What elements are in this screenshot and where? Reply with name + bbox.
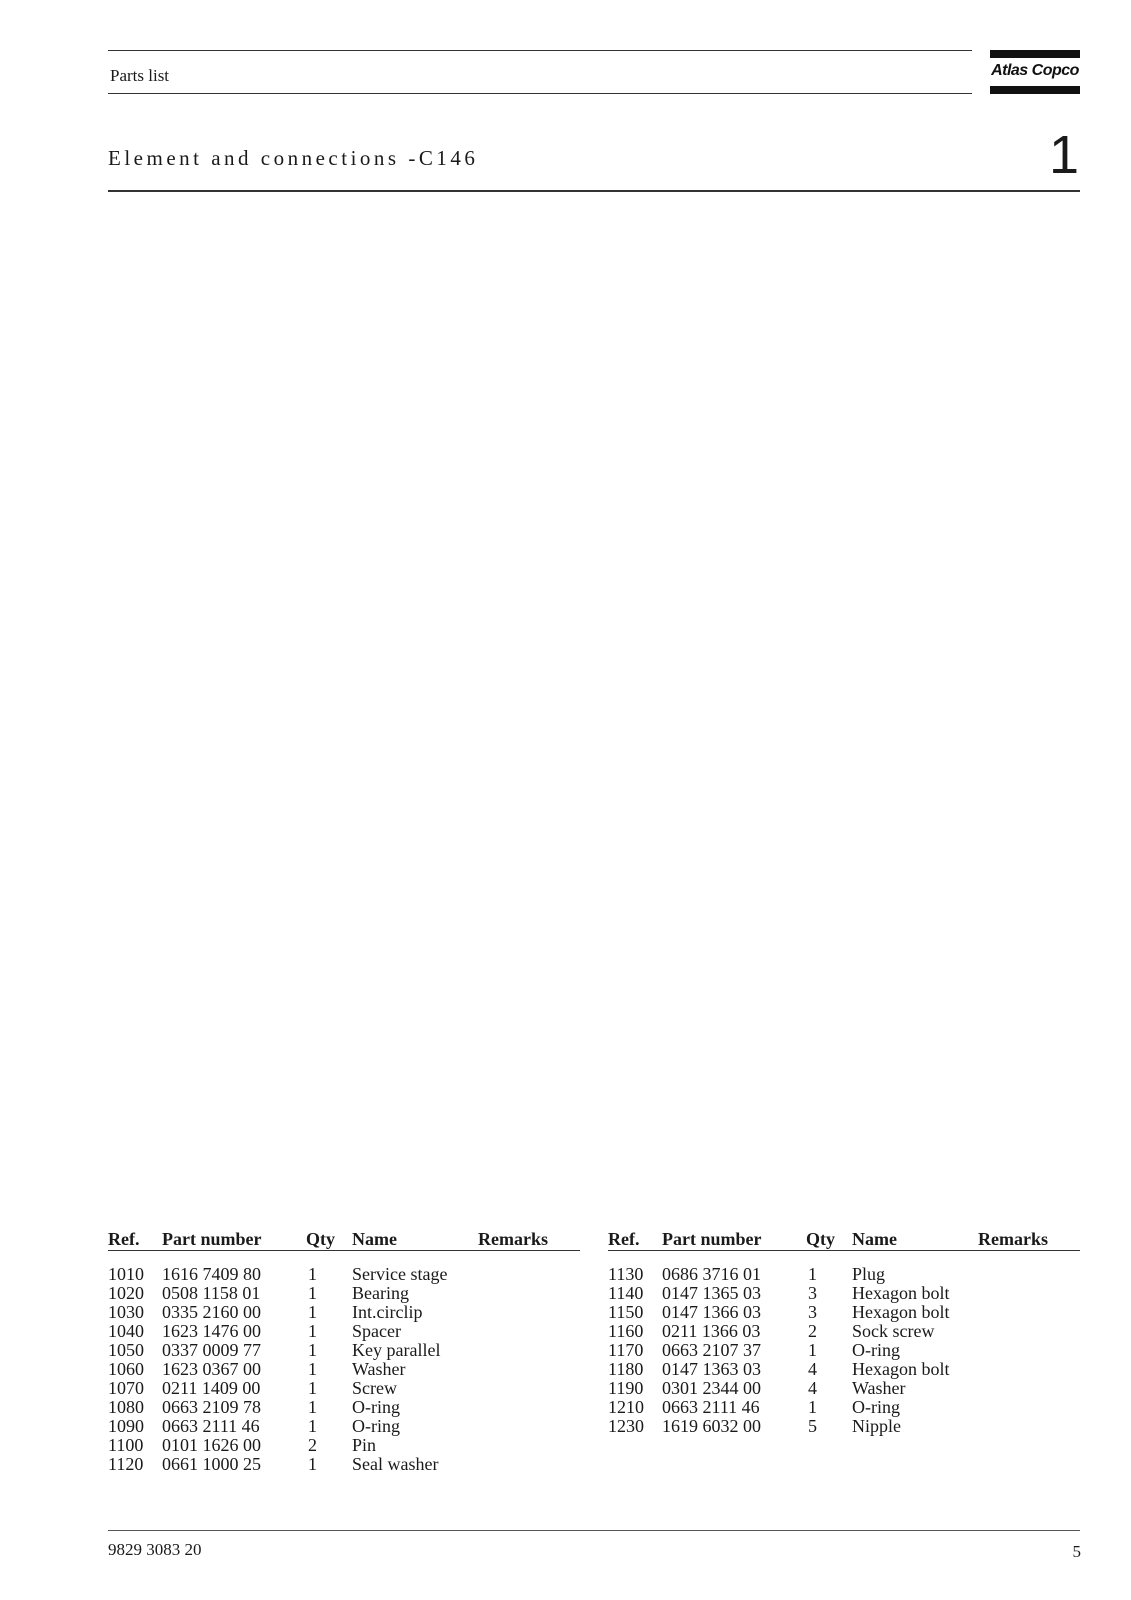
cell-part-number: 0663 2111 46 — [662, 1397, 760, 1417]
table-row — [108, 1341, 580, 1360]
cell-name: Plug — [852, 1264, 886, 1284]
cell-part-number: 0147 1365 03 — [662, 1283, 761, 1303]
cell-ref: 1140 — [608, 1283, 644, 1303]
cell-qty: 1 — [308, 1321, 317, 1341]
cell-remarks — [978, 1341, 1080, 1360]
cell-part-number: 1616 7409 80 — [162, 1264, 261, 1284]
cell-qty: 4 — [808, 1359, 817, 1379]
cell-ref: 1050 — [108, 1340, 144, 1360]
cell-remarks — [478, 1303, 580, 1322]
cell-part-number: 0686 3716 01 — [662, 1264, 761, 1284]
table-row — [608, 1379, 1080, 1398]
header-remarks: Remarks — [978, 1228, 1080, 1251]
cell-part-number: 0663 2107 37 — [662, 1340, 761, 1360]
parts-table-left — [108, 1228, 580, 1474]
cell-ref: 1210 — [608, 1397, 644, 1417]
table-row — [608, 1322, 1080, 1341]
cell-remarks — [978, 1379, 1080, 1398]
header-ref: Ref. — [608, 1228, 662, 1251]
cell-name: Washer — [852, 1378, 906, 1398]
cell-qty: 1 — [308, 1378, 317, 1398]
cell-ref: 1040 — [108, 1321, 144, 1341]
cell-ref: 1180 — [608, 1359, 644, 1379]
cell-remarks — [478, 1398, 580, 1417]
table-row — [108, 1360, 580, 1379]
cell-name: Hexagon bolt — [852, 1359, 950, 1379]
cell-ref: 1130 — [608, 1264, 644, 1284]
cell-remarks — [978, 1398, 1080, 1417]
table-header-row — [108, 1228, 580, 1251]
cell-remarks — [478, 1455, 580, 1474]
table-row — [608, 1265, 1080, 1284]
cell-name: Hexagon bolt — [852, 1302, 950, 1322]
table-row — [608, 1417, 1080, 1436]
cell-name: Pin — [352, 1435, 377, 1455]
cell-part-number: 0147 1363 03 — [662, 1359, 761, 1379]
cell-ref: 1060 — [108, 1359, 144, 1379]
cell-qty: 1 — [308, 1302, 317, 1322]
cell-name: O-ring — [852, 1340, 900, 1360]
cell-qty: 1 — [808, 1264, 817, 1284]
table-row — [608, 1341, 1080, 1360]
cell-name: Key parallel — [352, 1340, 441, 1360]
cell-qty: 1 — [808, 1397, 817, 1417]
cell-name: Bearing — [352, 1283, 409, 1303]
table-row — [108, 1322, 580, 1341]
cell-qty: 1 — [308, 1397, 317, 1417]
header-part-number: Part number — [662, 1228, 806, 1251]
cell-part-number: 1623 1476 00 — [162, 1321, 261, 1341]
cell-remarks — [478, 1417, 580, 1436]
cell-qty: 2 — [308, 1435, 317, 1455]
cell-name: Nipple — [852, 1416, 901, 1436]
table-row — [108, 1417, 580, 1436]
cell-part-number: 0337 0009 77 — [162, 1340, 261, 1360]
cell-ref: 1230 — [608, 1416, 644, 1436]
cell-ref: 1030 — [108, 1302, 144, 1322]
cell-ref: 1090 — [108, 1416, 144, 1436]
cell-part-number: 0211 1366 03 — [662, 1321, 761, 1341]
table-row — [108, 1398, 580, 1417]
header-bottom-rule — [108, 93, 972, 94]
logo-bottom-bar — [990, 86, 1080, 94]
cell-ref: 1150 — [608, 1302, 644, 1322]
table-row — [608, 1303, 1080, 1322]
logo-top-bar — [990, 50, 1080, 58]
cell-remarks — [978, 1265, 1080, 1284]
footer-rule — [108, 1530, 1080, 1531]
section-title-rule — [108, 190, 1080, 192]
cell-part-number: 0101 1626 00 — [162, 1435, 261, 1455]
cell-part-number: 1623 0367 00 — [162, 1359, 261, 1379]
cell-remarks — [978, 1322, 1080, 1341]
cell-qty: 1 — [308, 1416, 317, 1436]
cell-name: Hexagon bolt — [852, 1283, 950, 1303]
cell-remarks — [978, 1284, 1080, 1303]
header-label: Parts list — [110, 66, 170, 85]
cell-ref: 1010 — [108, 1264, 144, 1284]
cell-qty: 1 — [308, 1283, 317, 1303]
table-row — [108, 1436, 580, 1455]
section-number: 1 — [1048, 125, 1079, 185]
cell-name: Spacer — [352, 1321, 401, 1341]
logo-wordmark: Atlas Copco — [991, 62, 1079, 79]
page-number: 5 — [1072, 1542, 1081, 1561]
header-name: Name — [852, 1228, 978, 1251]
cell-part-number: 0147 1366 03 — [662, 1302, 761, 1322]
section-title: Element and connections -C146 — [108, 146, 479, 170]
header-name: Name — [352, 1228, 478, 1251]
table-row — [108, 1265, 580, 1284]
cell-remarks — [478, 1360, 580, 1379]
table-row — [108, 1284, 580, 1303]
cell-name: Screw — [352, 1378, 397, 1398]
cell-name: O-ring — [852, 1397, 900, 1417]
header-part-number: Part number — [162, 1228, 306, 1251]
table-row — [108, 1379, 580, 1398]
cell-qty: 1 — [808, 1340, 817, 1360]
cell-part-number: 0661 1000 25 — [162, 1454, 261, 1474]
cell-qty: 1 — [308, 1340, 317, 1360]
header-ref: Ref. — [108, 1228, 162, 1251]
cell-ref: 1070 — [108, 1378, 144, 1398]
cell-qty: 4 — [808, 1378, 817, 1398]
cell-part-number: 0211 1409 00 — [162, 1378, 261, 1398]
header-qty: Qty — [806, 1228, 852, 1251]
cell-qty: 5 — [808, 1416, 817, 1436]
cell-name: Washer — [352, 1359, 406, 1379]
document-number: 9829 3083 20 — [108, 1540, 202, 1559]
cell-name: Seal washer — [352, 1454, 439, 1474]
cell-ref: 1120 — [108, 1454, 144, 1474]
cell-qty: 2 — [808, 1321, 817, 1341]
cell-ref: 1190 — [608, 1378, 644, 1398]
cell-part-number: 0335 2160 00 — [162, 1302, 261, 1322]
table-row — [608, 1398, 1080, 1417]
cell-qty: 1 — [308, 1454, 317, 1474]
cell-name: Service stage — [352, 1264, 448, 1284]
cell-part-number: 0301 2344 00 — [662, 1378, 761, 1398]
cell-ref: 1020 — [108, 1283, 144, 1303]
cell-name: Int.circlip — [352, 1302, 423, 1322]
illustration-area — [108, 200, 1080, 1200]
cell-remarks — [978, 1303, 1080, 1322]
header-qty: Qty — [306, 1228, 352, 1251]
cell-qty: 3 — [808, 1283, 817, 1303]
cell-part-number: 0663 2111 46 — [162, 1416, 260, 1436]
table-row — [108, 1303, 580, 1322]
table-row — [608, 1360, 1080, 1379]
cell-remarks — [478, 1265, 580, 1284]
brand-logo — [990, 50, 1080, 94]
cell-remarks — [978, 1417, 1080, 1436]
cell-remarks — [478, 1436, 580, 1455]
cell-ref: 1160 — [608, 1321, 644, 1341]
cell-remarks — [478, 1341, 580, 1360]
cell-name: O-ring — [352, 1416, 400, 1436]
header-remarks: Remarks — [478, 1228, 580, 1251]
cell-remarks — [478, 1379, 580, 1398]
cell-qty: 1 — [308, 1359, 317, 1379]
header-top-rule — [108, 50, 972, 51]
cell-part-number: 0508 1158 01 — [162, 1283, 261, 1303]
cell-ref: 1080 — [108, 1397, 144, 1417]
table-header-row — [608, 1228, 1080, 1251]
table-row — [108, 1455, 580, 1474]
cell-part-number: 1619 6032 00 — [662, 1416, 761, 1436]
cell-remarks — [478, 1284, 580, 1303]
cell-ref: 1100 — [108, 1435, 144, 1455]
table-row — [608, 1284, 1080, 1303]
cell-qty: 3 — [808, 1302, 817, 1322]
cell-qty: 1 — [308, 1264, 317, 1284]
cell-remarks — [478, 1322, 580, 1341]
cell-ref: 1170 — [608, 1340, 644, 1360]
cell-remarks — [978, 1360, 1080, 1379]
cell-name: Sock screw — [852, 1321, 935, 1341]
cell-name: O-ring — [352, 1397, 400, 1417]
parts-table-right — [608, 1228, 1080, 1436]
cell-part-number: 0663 2109 78 — [162, 1397, 261, 1417]
